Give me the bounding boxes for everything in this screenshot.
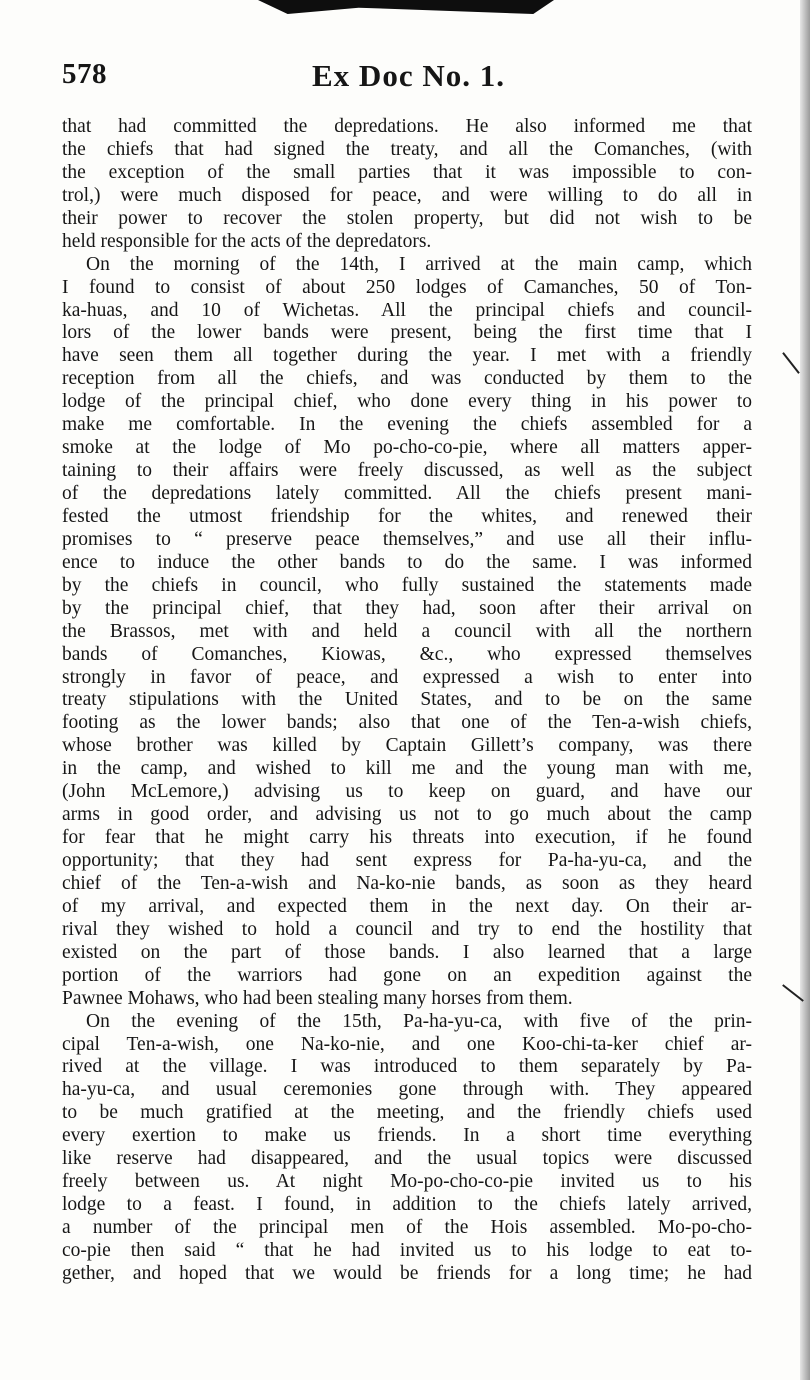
text-line: treaty stipulations with the United States, and to be on the same xyxy=(62,689,752,711)
text-line: taining to their affairs were freely discussed, as well as the subject xyxy=(62,460,752,482)
text-line: that had committed the depredations. He also informed me that xyxy=(62,116,752,137)
text-line: existed on the part of those bands. I also learned that a large xyxy=(62,941,752,963)
running-head: Ex Doc No. 1. xyxy=(312,58,505,93)
text-line: in the camp, and wished to kill me and the young man with me, xyxy=(62,758,752,780)
text-line: On the morning of the 14th, I arrived at the main camp, which xyxy=(86,253,752,275)
text-line: On the evening of the 15th, Pa-ha-yu-ca, with five of the prin- xyxy=(86,1010,752,1032)
text-line: promises to “ preserve peace themselves,” and use all their influ- xyxy=(62,528,752,550)
text-line: I found to consist of about 250 lodges of Camanches, 50 of Ton- xyxy=(62,276,752,298)
text-line: the chiefs that had signed the treaty, and all the Comanches, (with xyxy=(62,138,752,160)
text-line: held responsible for the acts of the depredators. xyxy=(62,230,432,252)
text-line: gether, and hoped that we would be friends for a long time; he had xyxy=(62,1262,752,1284)
text-line: rived at the village. I was introduced to them separately by Pa- xyxy=(62,1056,752,1078)
text-line: smoke at the lodge of Mo po-cho-co-pie, where all matters apper- xyxy=(62,437,752,459)
text-line: every exertion to make us friends. In a short time everything xyxy=(62,1125,752,1147)
margin-mark xyxy=(782,352,800,374)
text-line: by the principal chief, that they had, soon after their arrival on xyxy=(62,597,752,619)
body-text xyxy=(62,116,752,1286)
text-line: their power to recover the stolen property, but did not wish to be xyxy=(62,207,752,229)
text-line: trol,) were much disposed for peace, and were willing to do all in xyxy=(62,184,752,206)
text-line: to be much gratified at the meeting, and the friendly chiefs used xyxy=(62,1102,752,1124)
text-line: arms in good order, and advising us not to go much about the camp xyxy=(62,804,752,826)
text-line: the Brassos, met with and held a council with all the northern xyxy=(62,620,752,642)
text-line: rival they wished to hold a council and try to end the hostility that xyxy=(62,918,752,940)
text-line: whose brother was killed by Captain Gillett’s company, was there xyxy=(62,735,752,757)
text-line: fested the utmost friendship for the whites, and renewed their xyxy=(62,505,752,527)
page-edge-shadow xyxy=(800,0,810,1380)
text-line: (John McLemore,) advising us to keep on guard, and have our xyxy=(62,781,752,803)
text-line: portion of the warriors had gone on an expedition against the xyxy=(62,964,752,986)
text-line: freely between us. At night Mo-po-cho-co-pie invited us to his xyxy=(62,1171,752,1193)
text-line: by the chiefs in council, who fully sustained the statements made xyxy=(62,574,752,596)
page-header xyxy=(62,58,752,102)
text-line: ence to induce the other bands to do the same. I was informed xyxy=(62,551,752,573)
text-line: lodge of the principal chief, who done every thing in his power to xyxy=(62,391,752,413)
text-line: chief of the Ten-a-wish and Na-ko-nie bands, as soon as they heard xyxy=(62,872,752,894)
text-line: strongly in favor of peace, and expressed a wish to enter into xyxy=(62,666,752,688)
text-line: make me comfortable. In the evening the chiefs assembled for a xyxy=(62,414,752,436)
text-line: have seen them all together during the year. I met with a friendly xyxy=(62,345,752,367)
text-line: ka-huas, and 10 of Wichetas. All the principal chiefs and council- xyxy=(62,299,752,321)
text-line: lors of the lower bands were present, being the first time that I xyxy=(62,322,752,344)
text-line: of the depredations lately committed. All the chiefs present mani- xyxy=(62,483,752,504)
text-line: a number of the principal men of the Hois assembled. Mo-po-cho- xyxy=(62,1217,752,1238)
text-line: lodge to a feast. I found, in addition to the chiefs lately arrived, xyxy=(62,1194,752,1216)
text-line: bands of Comanches, Kiowas, &c., who expressed themselves xyxy=(62,643,752,665)
text-line: footing as the lower bands; also that one of the Ten-a-wish chiefs, xyxy=(62,712,752,734)
text-line: ha-yu-ca, and usual ceremonies gone through with. They appeared xyxy=(62,1079,752,1101)
scan-edge-tab xyxy=(258,0,554,14)
text-line: co-pie then said “ that he had invited us to his lodge to eat to- xyxy=(62,1239,752,1261)
text-line: for fear that he might carry his threats into execution, if he found xyxy=(62,827,752,849)
text-line: Pawnee Mohaws, who had been stealing many horses from them. xyxy=(62,987,573,1009)
page-number: 578 xyxy=(62,58,107,90)
text-line: opportunity; that they had sent express for Pa-ha-yu-ca, and the xyxy=(62,850,752,871)
text-line: reception from all the chiefs, and was conducted by them to the xyxy=(62,368,752,390)
text-line: of my arrival, and expected them in the next day. On their ar- xyxy=(62,895,752,917)
text-line: like reserve had disappeared, and the usual topics were discussed xyxy=(62,1148,752,1170)
text-line: the exception of the small parties that it was impossible to con- xyxy=(62,161,752,183)
text-line: cipal Ten-a-wish, one Na-ko-nie, and one Koo-chi-ta-ker chief ar- xyxy=(62,1033,752,1055)
